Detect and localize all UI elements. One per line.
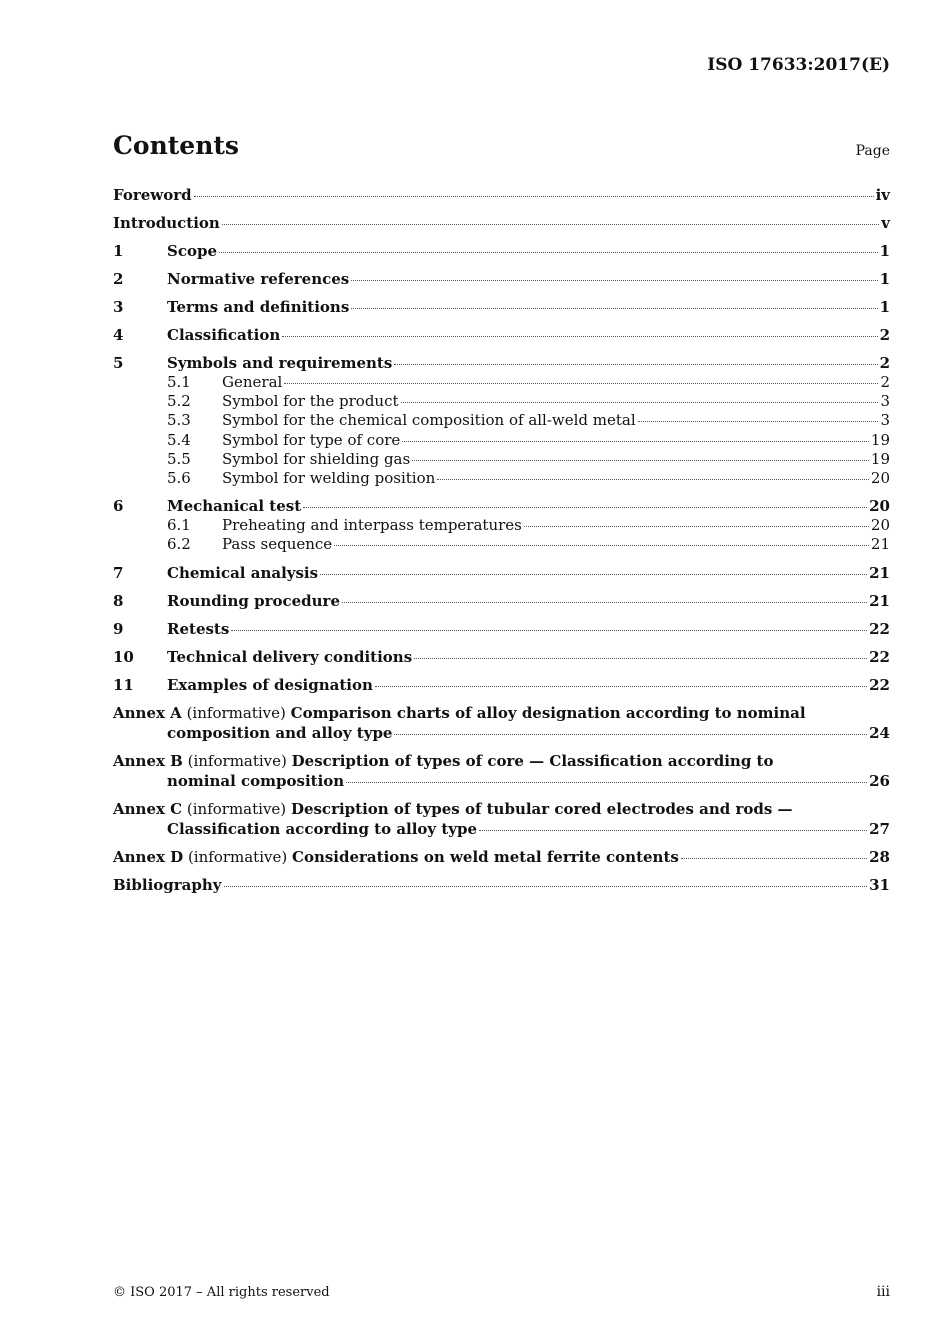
dot-leader — [303, 506, 867, 508]
toc-entry-title: Technical delivery conditions — [167, 647, 413, 666]
dot-leader — [479, 829, 867, 831]
toc-entry-title: Symbol for the product — [222, 392, 399, 411]
toc-entry-title: Rounding procedure — [167, 591, 340, 610]
annex-title: Description of types of tubular cored electrodes and rods — — [290, 799, 793, 818]
toc-entry-number: 5 — [113, 354, 124, 372]
toc-entry-number: 2 — [113, 270, 124, 288]
dot-leader — [402, 440, 869, 442]
toc-entry-title: Symbol for the chemical composition of all-weld metal — [222, 411, 636, 430]
toc-entry-page: 21 — [869, 563, 890, 582]
toc-entry-clause-4[interactable] — [113, 325, 890, 345]
contents-heading: Contents — [113, 131, 240, 160]
toc-entry-clause-11[interactable] — [113, 675, 890, 695]
dot-leader — [394, 733, 867, 735]
toc-subentry-6-1[interactable] — [113, 516, 890, 535]
annex-label: Annex A — [113, 703, 182, 722]
toc-subentry-5-2[interactable] — [113, 392, 890, 411]
toc-entry-page: 1 — [879, 270, 890, 288]
toc-entry-page: 1 — [879, 242, 890, 260]
toc-entry-number: 5.2 — [167, 392, 191, 411]
toc-entry-clause-3[interactable] — [113, 297, 890, 317]
toc-entry-title: Bibliography — [113, 875, 222, 894]
dot-leader — [320, 573, 867, 575]
toc-entry-title: Chemical analysis — [167, 563, 319, 582]
toc-entry-clause-6[interactable] — [113, 496, 890, 516]
toc-entry-title: Retests — [167, 619, 230, 638]
dot-leader — [222, 223, 879, 225]
toc-entry-title: Pass sequence — [222, 535, 333, 554]
toc-entry-introduction[interactable] — [113, 213, 890, 233]
annex-label: Annex D — [113, 847, 184, 866]
toc-entry-page: 3 — [880, 392, 890, 411]
dot-leader — [342, 601, 867, 603]
annex-type: (informative) — [187, 847, 288, 866]
annex-type: (informative) — [187, 751, 287, 770]
toc-entry-number: 9 — [113, 619, 124, 638]
dot-leader — [351, 279, 877, 281]
toc-entry-title: Introduction — [113, 214, 220, 232]
dot-leader — [524, 525, 869, 527]
toc-entry-page: 22 — [869, 675, 890, 694]
annex-title-continued: composition and alloy type — [167, 723, 393, 742]
toc-entry-page: 28 — [869, 847, 890, 866]
toc-entry-page: 2 — [879, 354, 890, 372]
dot-leader — [224, 885, 868, 887]
toc-entry-page: v — [881, 214, 890, 232]
toc-entry-number: 8 — [113, 591, 124, 610]
toc-entry-page: 2 — [880, 373, 890, 391]
toc-entry-number: 1 — [113, 242, 124, 260]
toc-entry-number: 5.6 — [167, 469, 191, 488]
annex-type: (informative) — [186, 799, 287, 818]
toc-entry-annex-b[interactable] — [113, 751, 890, 791]
annex-label: Annex B — [113, 751, 183, 770]
toc-entry-page: 19 — [870, 449, 890, 468]
toc-entry-title: General — [222, 373, 283, 391]
toc-subentry-5-4[interactable] — [113, 431, 890, 450]
toc-entry-title: Foreword — [113, 186, 192, 204]
table-of-contents — [113, 185, 890, 895]
toc-entry-clause-10[interactable] — [113, 647, 890, 667]
toc-entry-title: Symbol for welding position — [222, 469, 436, 488]
dot-leader — [219, 251, 878, 253]
dot-leader — [401, 401, 879, 403]
dot-leader — [375, 685, 867, 687]
dot-leader — [194, 195, 874, 197]
toc-entry-page: iv — [875, 186, 890, 204]
dot-leader — [334, 544, 869, 546]
dot-leader — [284, 382, 878, 384]
toc-entry-page: 27 — [869, 819, 890, 838]
toc-entry-foreword[interactable] — [113, 185, 890, 205]
copyright-notice: © ISO 2017 – All rights reserved — [113, 1285, 330, 1300]
annex-title: Comparison charts of alloy designation according to nominal — [290, 703, 806, 722]
toc-entry-page: 21 — [869, 591, 890, 610]
toc-entry-number: 11 — [113, 675, 134, 694]
toc-entry-title: Scope — [167, 242, 218, 260]
dot-leader — [351, 307, 877, 309]
toc-entry-number: 5.3 — [167, 411, 191, 430]
toc-entry-title: Symbols and requirements — [167, 354, 393, 372]
toc-entry-page: 20 — [870, 516, 890, 535]
toc-entry-number: 5.4 — [167, 430, 191, 449]
toc-entry-title: Examples of designation — [167, 675, 373, 694]
annex-type: (informative) — [186, 703, 286, 722]
toc-entry-title: Preheating and interpass temperatures — [222, 516, 522, 535]
toc-entry-clause-7[interactable] — [113, 563, 890, 583]
toc-entry-title: Symbol for type of core — [222, 430, 401, 449]
toc-entry-number: 5.1 — [167, 373, 191, 391]
toc-entry-page: 22 — [869, 619, 890, 638]
toc-entry-number: 7 — [113, 563, 124, 582]
toc-entry-page: 20 — [870, 469, 890, 488]
dot-leader — [231, 629, 867, 631]
toc-entry-number: 6.2 — [167, 535, 191, 554]
dot-leader — [437, 478, 869, 480]
annex-title: Description of types of core — Classification according to — [291, 751, 774, 770]
toc-entry-page: 20 — [869, 497, 890, 516]
dot-leader — [282, 335, 877, 337]
annex-title-continued: Classification according to alloy type — [167, 819, 478, 838]
toc-entry-clause-9[interactable] — [113, 619, 890, 639]
toc-entry-page: 1 — [879, 298, 890, 316]
toc-entry-title: Classification — [167, 326, 281, 344]
dot-leader — [346, 781, 867, 783]
dot-leader — [681, 857, 867, 859]
toc-entry-number: 3 — [113, 298, 124, 316]
toc-entry-title: Terms and definitions — [167, 298, 350, 316]
toc-entry-annex-a[interactable] — [113, 703, 890, 743]
dot-leader — [414, 657, 867, 659]
toc-entry-title: Symbol for shielding gas — [222, 449, 411, 468]
toc-entry-number: 4 — [113, 326, 124, 344]
toc-entry-page: 24 — [869, 723, 890, 742]
toc-entry-bibliography[interactable] — [113, 875, 890, 895]
annex-title-continued: nominal composition — [167, 771, 345, 790]
toc-entry-page: 2 — [879, 326, 890, 344]
toc-entry-number: 10 — [113, 647, 134, 666]
toc-entry-annex-d[interactable] — [113, 847, 890, 867]
toc-entry-number: 5.5 — [167, 449, 191, 468]
dot-leader — [412, 459, 869, 461]
toc-entry-clause-8[interactable] — [113, 591, 890, 611]
annex-label: Annex C — [113, 799, 183, 818]
toc-entry-page: 31 — [869, 875, 890, 894]
toc-entry-page: 3 — [880, 411, 890, 430]
toc-entry-clause-5[interactable] — [113, 353, 890, 373]
toc-entry-page: 21 — [870, 535, 890, 554]
toc-entry-clause-1[interactable] — [113, 241, 890, 261]
toc-subentry-5-6[interactable] — [113, 469, 890, 488]
page-column-label: Page — [855, 143, 890, 159]
dot-leader — [394, 363, 877, 365]
toc-subentry-6-2[interactable] — [113, 535, 890, 554]
toc-entry-page: 19 — [870, 430, 890, 449]
toc-subentry-5-5[interactable] — [113, 450, 890, 469]
toc-entry-title: Mechanical test — [167, 497, 302, 516]
toc-entry-page: 22 — [869, 647, 890, 666]
toc-entry-number: 6 — [113, 497, 124, 516]
dot-leader — [638, 420, 879, 422]
toc-subentry-5-1[interactable] — [113, 373, 890, 392]
document-id: ISO 17633:2017(E) — [707, 55, 890, 75]
toc-entry-clause-2[interactable] — [113, 269, 890, 289]
toc-entry-annex-c[interactable] — [113, 799, 890, 839]
page-number: iii — [876, 1284, 890, 1300]
toc-subentry-5-3[interactable] — [113, 411, 890, 430]
toc-entry-page: 26 — [869, 771, 890, 790]
toc-entry-number: 6.1 — [167, 516, 191, 535]
toc-entry-title: Normative references — [167, 270, 350, 288]
annex-title: Considerations on weld metal ferrite contents — [292, 847, 679, 866]
